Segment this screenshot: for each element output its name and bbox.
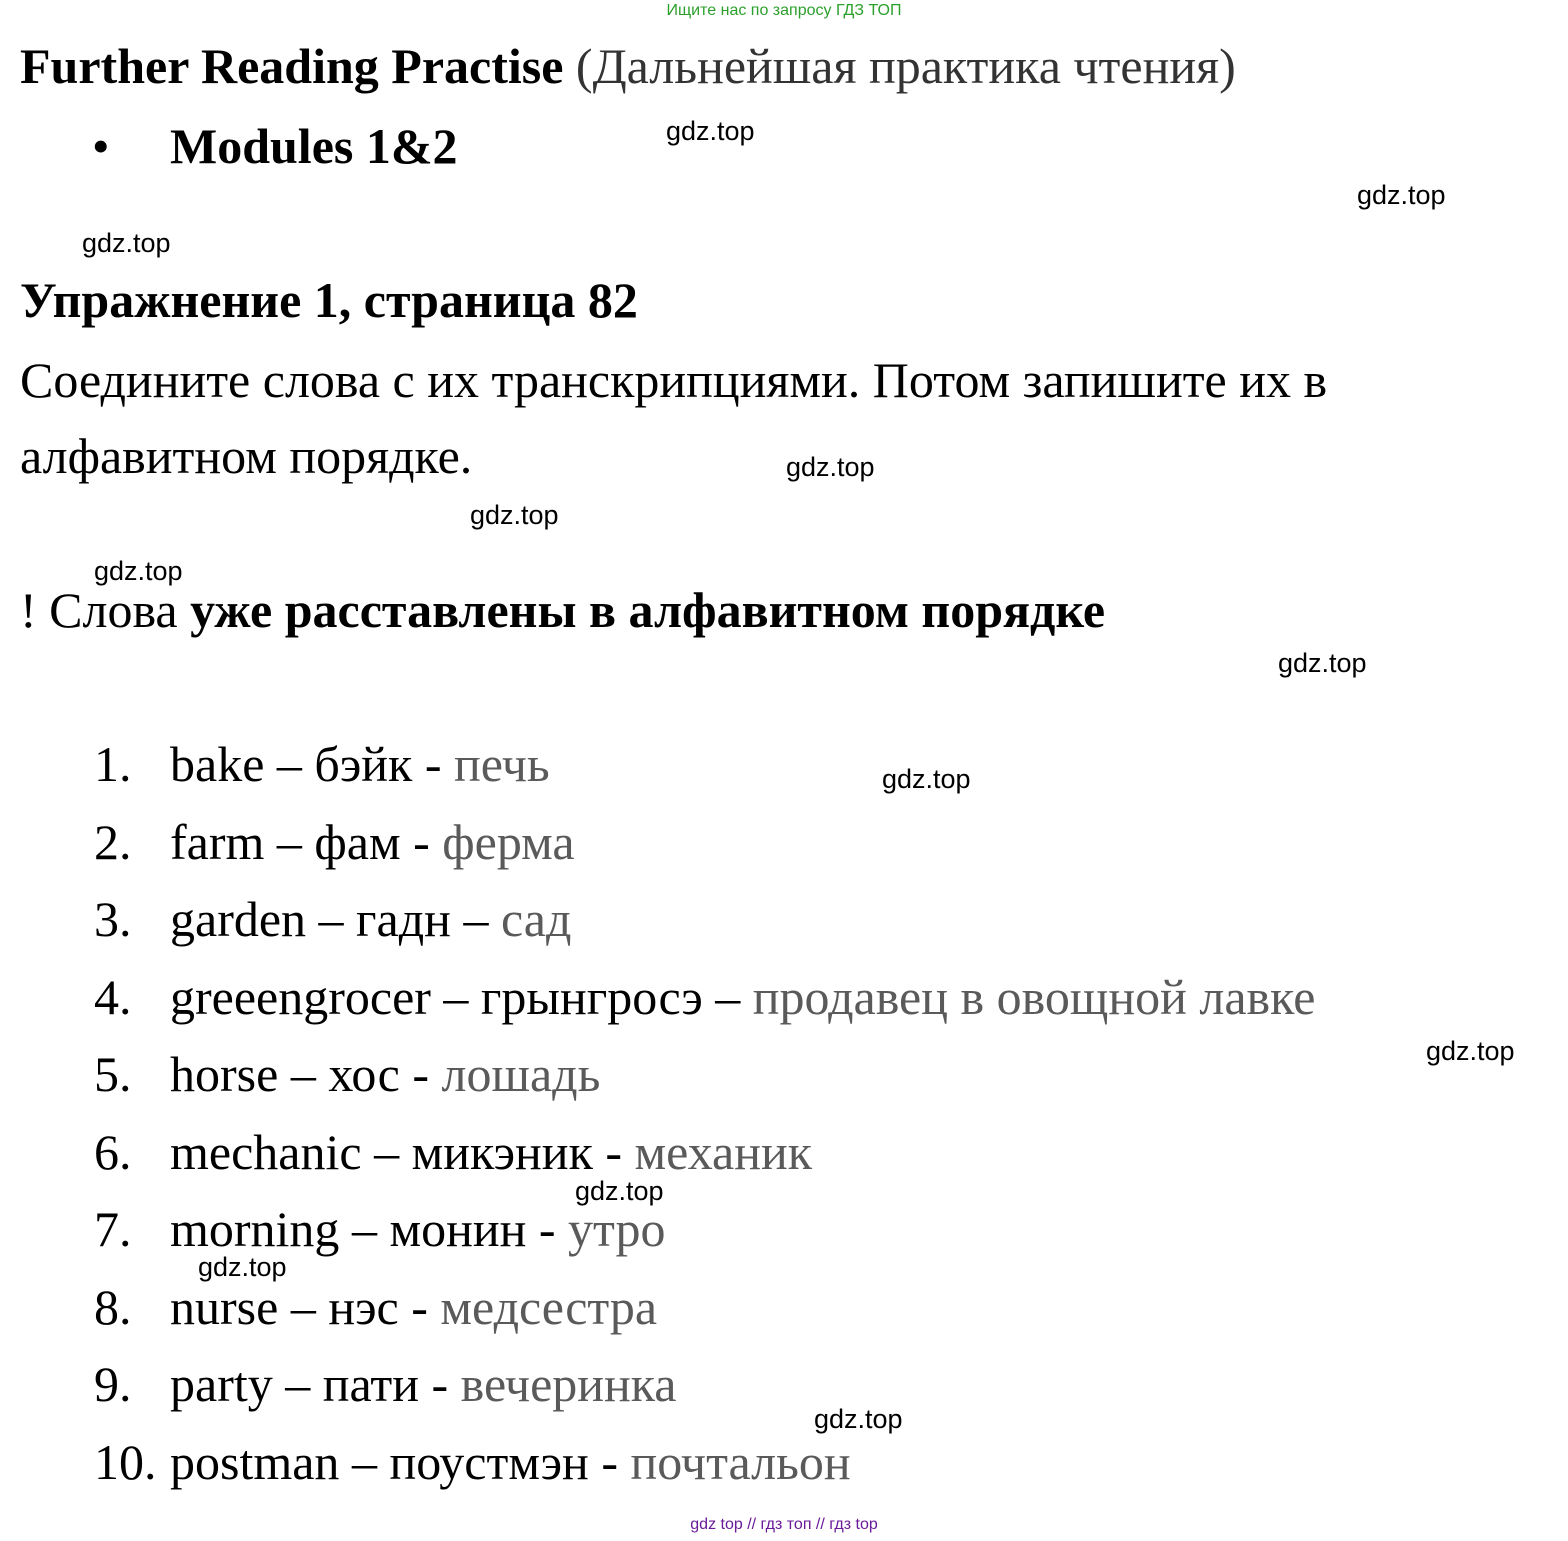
english-word: bake (170, 736, 265, 792)
translation: печь (454, 736, 550, 792)
transliteration: микэник (411, 1124, 593, 1180)
separator: - (588, 1434, 631, 1490)
watermark: gdz.top (814, 1404, 903, 1434)
separator: – (361, 1124, 412, 1180)
separator: - (399, 1046, 442, 1102)
translation: механик (634, 1124, 813, 1180)
separator: – (264, 736, 315, 792)
list-item-number: 10. (94, 1434, 157, 1490)
transliteration: монин (389, 1201, 527, 1257)
page-title (20, 36, 1236, 96)
english-word: party (170, 1356, 273, 1412)
list-item-number: 4. (94, 969, 132, 1025)
list-item-number: 1. (94, 736, 132, 792)
translation: медсестра (440, 1279, 658, 1335)
english-word: greeengrocer (170, 969, 431, 1025)
transliteration: гадн (356, 891, 451, 947)
transliteration: фам (314, 814, 401, 870)
list-item (170, 1199, 665, 1259)
english-word: farm (170, 814, 265, 870)
watermark: gdz.top (82, 228, 171, 258)
note-text (20, 580, 1105, 640)
separator: – (272, 1356, 323, 1412)
list-item (170, 889, 571, 949)
note-prefix: ! Слова (20, 582, 178, 638)
transliteration: нэс (328, 1279, 399, 1335)
watermark: gdz.top (575, 1176, 664, 1206)
list-item (170, 1277, 657, 1337)
english-word: garden (170, 891, 307, 947)
english-word: mechanic (170, 1124, 362, 1180)
watermark: gdz.top (470, 500, 559, 530)
list-item-number: 9. (94, 1356, 132, 1412)
translation: продавец в овощной лавке (752, 969, 1316, 1025)
separator: – (450, 891, 501, 947)
list-item (170, 967, 1315, 1027)
translation: сад (500, 891, 572, 947)
watermark: gdz.top (786, 452, 875, 482)
transliteration: хос (328, 1046, 400, 1102)
watermark: gdz.top (94, 556, 183, 586)
separator: – (278, 1046, 329, 1102)
english-word: morning (170, 1201, 340, 1257)
translation: лошадь (441, 1046, 601, 1102)
transliteration: поустмэн (389, 1434, 589, 1490)
separator: - (412, 736, 454, 792)
watermark: gdz.top (882, 764, 971, 794)
list-item (170, 1044, 600, 1104)
translation: ферма (442, 814, 575, 870)
instruction-line: Соедините слова с их транскрипциями. Потом запишите их в (20, 352, 1328, 408)
bullet-icon: • (92, 118, 110, 174)
title-main: Further Reading Practise (20, 38, 564, 94)
transliteration: пати (322, 1356, 419, 1412)
separator: – (339, 1434, 390, 1490)
english-word: horse (170, 1046, 279, 1102)
separator: – (264, 814, 315, 870)
list-item-number: 7. (94, 1201, 132, 1257)
footer: gdz top // гдз топ // гдз top (690, 1516, 878, 1533)
separator: - (592, 1124, 635, 1180)
title-subtitle: (Дальнейшая практика чтения) (575, 38, 1236, 94)
separator: - (526, 1201, 569, 1257)
watermark: gdz.top (1278, 648, 1367, 678)
watermark: gdz.top (666, 116, 755, 146)
separator: – (306, 891, 357, 947)
separator: - (398, 1279, 441, 1335)
english-word: nurse (170, 1279, 279, 1335)
list-item-number: 6. (94, 1124, 132, 1180)
translation: почтальон (630, 1434, 851, 1490)
modules-heading: Modules 1&2 (170, 118, 458, 174)
list-item (170, 812, 575, 872)
note-bold: уже расставлены в алфавитном порядке (190, 582, 1106, 638)
list-item-number: 8. (94, 1279, 132, 1335)
separator: – (339, 1201, 390, 1257)
top-banner: Ищите нас по запросу ГДЗ ТОП (666, 2, 902, 19)
watermark: gdz.top (198, 1252, 287, 1282)
list-item (170, 734, 550, 794)
separator: – (278, 1279, 329, 1335)
list-item-number: 2. (94, 814, 132, 870)
list-item (170, 1122, 812, 1182)
english-word: postman (170, 1434, 340, 1490)
translation: утро (568, 1201, 666, 1257)
separator: – (430, 969, 481, 1025)
list-item (170, 1432, 851, 1492)
transliteration: грынгросэ (480, 969, 703, 1025)
separator: - (419, 1356, 461, 1412)
exercise-heading: Упражнение 1, страница 82 (20, 272, 638, 328)
watermark: gdz.top (1426, 1036, 1515, 1066)
list-item-number: 5. (94, 1046, 132, 1102)
instruction-line: алфавитном порядке. (20, 428, 473, 484)
separator: - (400, 814, 443, 870)
watermark: gdz.top (1357, 180, 1446, 210)
separator: – (702, 969, 753, 1025)
list-item (170, 1354, 677, 1414)
transliteration: бэйк (314, 736, 413, 792)
translation: вечеринка (460, 1356, 677, 1412)
list-item-number: 3. (94, 891, 132, 947)
